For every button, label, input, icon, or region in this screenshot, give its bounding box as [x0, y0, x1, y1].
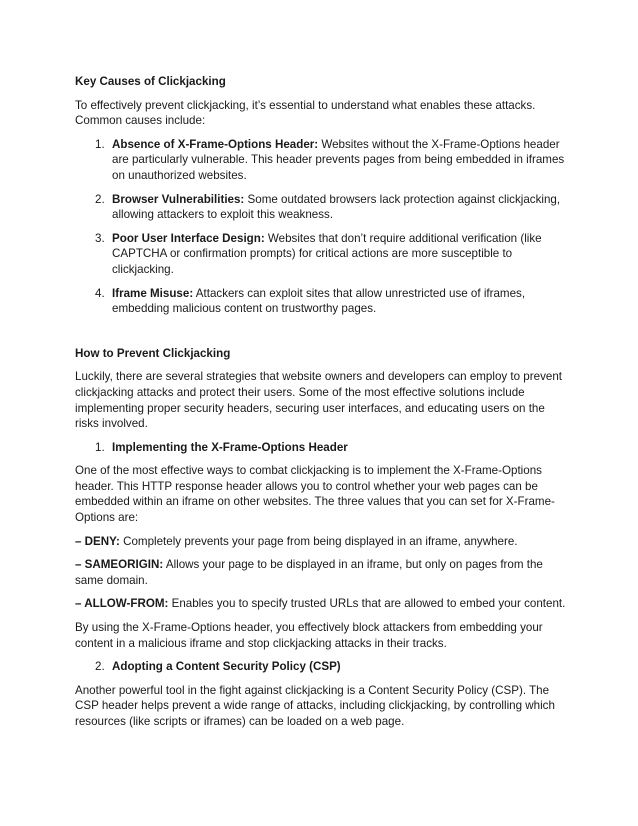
value-term: – ALLOW-FROM: — [75, 597, 169, 611]
list-number: 4. — [95, 286, 105, 300]
list-item — [75, 231, 568, 278]
list-item-term: Iframe Misuse: — [112, 286, 194, 300]
prevent-intro: Luckily, there are several strategies that website owners and developers can employ to prevent clickjacking attacks and protect their users. Some of the most effective solutions include implementing proper security headers, securing user interfaces, and educating users on the risks involved. — [75, 370, 562, 431]
key-causes-list — [75, 137, 568, 317]
value-deny — [75, 534, 568, 550]
list-number: 3. — [95, 231, 105, 245]
value-term: – SAMEORIGIN: — [75, 558, 164, 572]
section-heading-prevent: How to Prevent Clickjacking — [75, 346, 231, 360]
subsection-number: 1. — [95, 440, 105, 454]
subsection-title: Adopting a Content Security Policy (CSP) — [112, 660, 341, 674]
list-item — [75, 137, 568, 184]
list-item-term: Browser Vulnerabilities: — [112, 192, 245, 206]
subsection-title: Implementing the X-Frame-Options Header — [112, 440, 348, 454]
subsection-heading-x-frame-options — [75, 440, 568, 456]
section-spacer — [75, 325, 568, 346]
list-item-text: Websites that don’t require additional verification (like CAPTCHA or confirmation prompts) for critical actions are more susceptible to clickjacking. — [112, 231, 542, 276]
value-text: Enables you to specify trusted URLs that are allowed to embed your content. — [168, 597, 566, 611]
value-sameorigin — [75, 557, 568, 588]
subsection-heading-csp — [75, 659, 568, 675]
list-item-text: Some outdated browsers lack protection against clickjacking, allowing attackers to exploit this weakness. — [112, 192, 561, 222]
x-frame-options-paragraph: One of the most effective ways to combat clickjacking is to implement the X-Frame-Options header. This HTTP response header allows you to control whether your web pages can be embedded within an iframe on other websites. The three values that you can set for X-Frame-Options are: — [75, 464, 555, 525]
subsection-number: 2. — [95, 660, 105, 674]
key-causes-intro: To effectively prevent clickjacking, it’s essential to understand what enables these attacks. Common causes include: — [75, 98, 536, 128]
list-item-term: Poor User Interface Design: — [112, 231, 265, 245]
list-number: 1. — [95, 137, 105, 151]
list-item-text: Websites without the X-Frame-Options header are particularly vulnerable. This header prevents pages from being embedded in iframes on unauthorized websites. — [112, 137, 565, 182]
value-allow-from — [75, 596, 568, 612]
value-text: Completely prevents your page from being displayed in an iframe, anywhere. — [119, 534, 518, 548]
value-text: Allows your page to be displayed in an iframe, but only on pages from the same domain. — [75, 558, 543, 587]
list-item — [75, 286, 568, 317]
csp-paragraph: Another powerful tool in the fight against clickjacking is a Content Security Policy (CSP). The CSP header helps prevent a wide range of attacks, including clickjacking, by controlling which resources (like scripts or iframes) can be loaded on a web page. — [75, 683, 555, 728]
list-item-term: Absence of X-Frame-Options Header: — [112, 137, 319, 151]
section-heading-key-causes: Key Causes of Clickjacking — [75, 75, 226, 88]
list-number: 2. — [95, 192, 105, 206]
x-frame-options-conclusion: By using the X-Frame-Options header, you effectively block attackers from embedding your content in a malicious iframe and stop clickjacking attacks in their tracks. — [75, 621, 543, 650]
list-item-text: Attackers can exploit sites that allow unrestricted use of iframes, embedding malicious content on trustworthy pages. — [112, 286, 526, 316]
list-item — [75, 192, 568, 223]
value-term: – DENY: — [75, 534, 120, 548]
